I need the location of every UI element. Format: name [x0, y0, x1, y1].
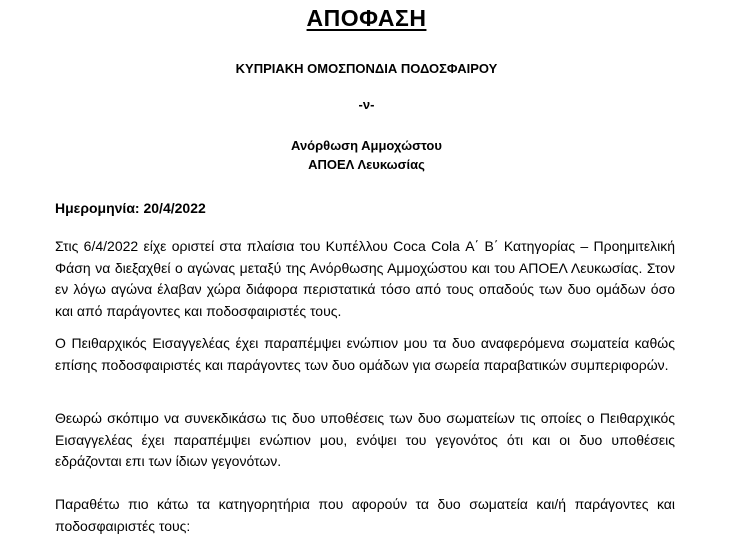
party-one-name: Ανόρθωση Αμμοχώστου [291, 138, 442, 153]
document-title: ΑΠΟΦΑΣΗ [306, 5, 427, 31]
paragraph-referral: Ο Πειθαρχικός Εισαγγελέας έχει παραπέμψει ενώπιον μου τα δυο αναφερόμενα σωματεία καθώς επίσης ποδοσφαιριστές και παράγοντες των δυο ομάδων για σωρεία παραβατικών συμπεριφορών. [55, 335, 675, 373]
party-two-name: ΑΠΟΕΛ Λευκωσίας [308, 157, 425, 172]
decision-date: Ημερομηνία: 20/4/2022 [55, 200, 206, 216]
versus-label: -ν- [358, 97, 375, 112]
paragraph-charges-intro: Παραθέτω πιο κάτω τα κατηγορητήρια που αφορούν τα δυο σωματεία και/ή παράγοντες και ποδοσφαιριστές τους: [55, 496, 675, 534]
federation-name: ΚΥΠΡΙΑΚΗ ΟΜΟΣΠΟΝΔΙΑ ΠΟΔΟΣΦΑΙΡΟΥ [235, 61, 498, 76]
paragraph-joint-hearing: Θεωρώ σκόπιμο να συνεκδικάσω τις δυο υποθέσεις των δυο σωματείων τις οποίες ο Πειθαρχικός Εισαγγελέας έχει παραπέμψει ενώπιον μου, ενόψει του γεγονότος ότι και οι δυο υποθέσεις εδράζονται επι των ίδιων γεγονότων. [55, 410, 675, 469]
paragraph-facts: Στις 6/4/2022 είχε οριστεί στα πλαίσια του Κυπέλλου Coca Cola Α΄ Β΄ Κατηγορίας – Προημιτελική Φάση να διεξαχθεί ο αγώνας μεταξύ της Ανόρθωσης Αμμοχώστου και του ΑΠΟΕΛ Λευκωσίας. Στον εν λόγω αγώνα έλαβαν χώρα διάφορα περιστατικά τόσο από τους οπαδούς των δυο ομάδων όσο και από παράγοντες και ποδοσφαιριστές τους. [55, 238, 675, 319]
